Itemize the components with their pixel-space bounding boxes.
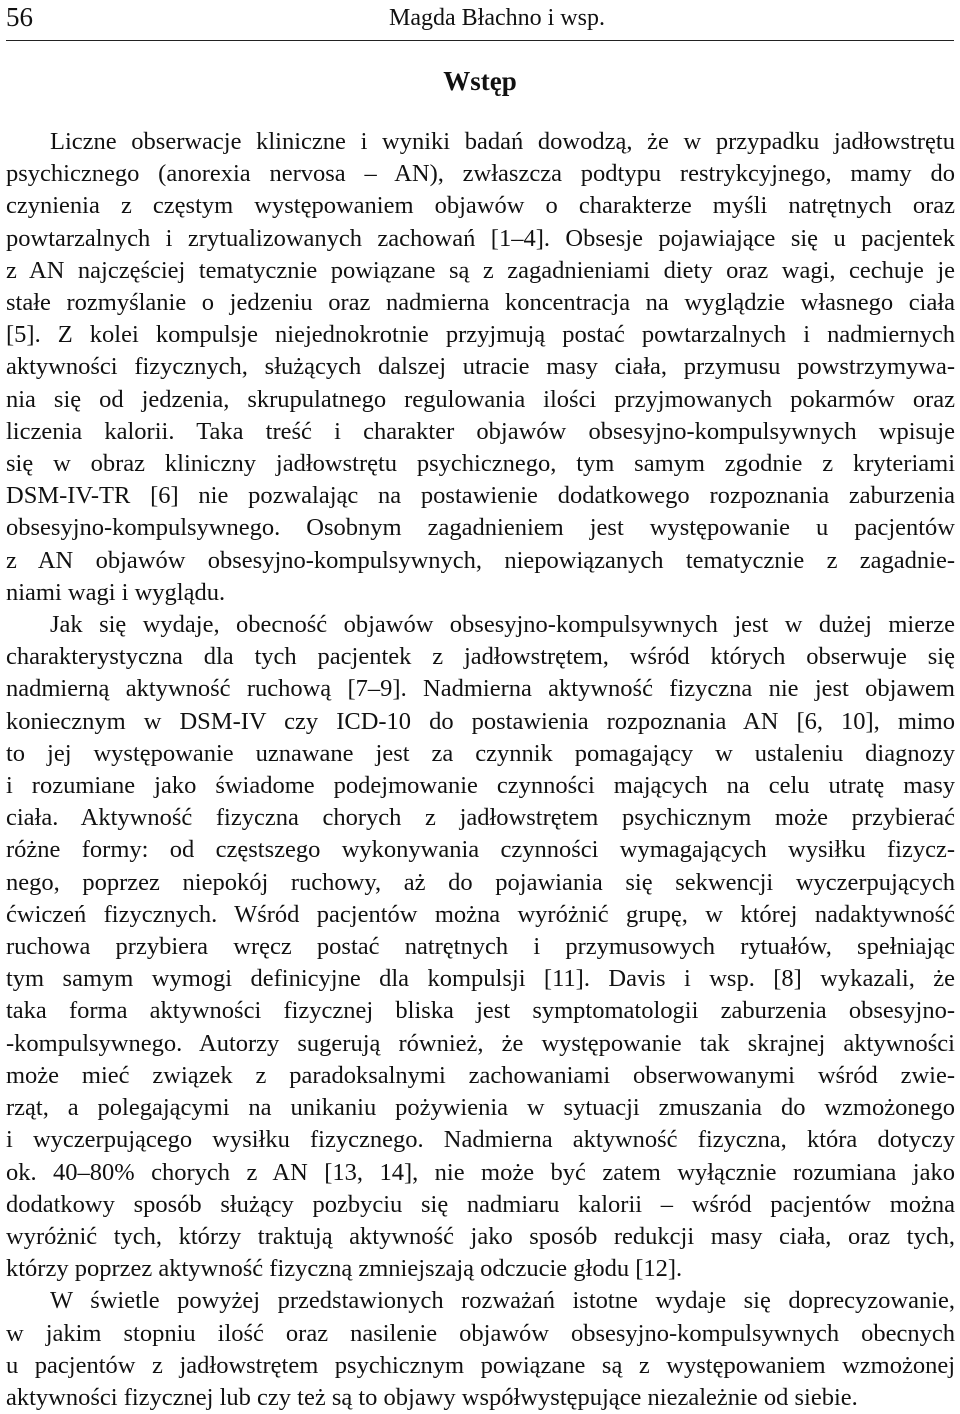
text-line: liczenia kalorii. Taka treść i charakter objawów obsesyjno-kompulsywnych wpisuje <box>6 417 955 445</box>
text-line: z AN objawów obsesyjno-kompulsywnych, niepowiązanych tematycznie z zagadnie- <box>6 546 955 574</box>
section-title: Wstęp <box>443 66 517 96</box>
text-line: -kompulsywnego. Autorzy sugerują również, że występowanie tak skrajnej aktywności <box>6 1029 955 1057</box>
text-line: wyróżnić tych, którzy traktują aktywność jako sposób redukcji masy ciała, oraz tych, <box>6 1222 955 1250</box>
text-line: W świetle powyżej przedstawionych rozważań istotne wydaje się doprecyzowanie, <box>50 1287 955 1315</box>
paragraph-1 <box>6 126 955 609</box>
text-line: nego, poprzez niepokój ruchowy, aż do pojawiania się sekwencji wyczerpujących <box>6 868 955 896</box>
header-rule <box>6 40 954 41</box>
text-line: Jak się wydaje, obecność objawów obsesyjno-kompulsywnych jest w dużej mierze <box>50 611 955 639</box>
text-line: obsesyjno-kompulsywnego. Osobnym zagadnieniem jest występowanie u pacjentów <box>6 514 955 542</box>
text-line: i rozumiane jako świadome podejmowanie czynności mających na celu utratę masy <box>6 772 955 800</box>
body-text <box>6 126 955 1414</box>
text-line: to jej występowanie uznawane jest za czynnik pomagający w ustaleniu diagnozy <box>6 739 955 767</box>
text-line: się w obraz kliniczny jadłowstrętu psychicznego, tym samym zgodnie z kryteriami <box>6 450 955 478</box>
text-line: DSM-IV-TR [6] nie pozwalając na postawienie dodatkowego rozpoznania zaburzenia <box>6 482 955 510</box>
text-line: u pacjentów z jadłowstrętem psychicznym powiązane są z występowaniem wzmożonej <box>6 1351 955 1379</box>
text-line: powtarzalnych i zrytualizowanych zachowań [1–4]. Obsesje pojawiające się u pacjentek <box>6 224 955 252</box>
text-line: charakterystyczna dla tych pacjentek z jadłowstrętem, wśród których obserwuje się <box>6 643 955 671</box>
page-number: 56 <box>6 2 33 32</box>
text-line: dodatkowy sposób służący pozbyciu się nadmiaru kalorii – wśród pacjentów można <box>6 1190 955 1218</box>
text-line: w jakim stopniu ilość oraz nasilenie objawów obsesyjno-kompulsywnych obecnych <box>6 1319 955 1347</box>
text-line: czynienia z częstym występowaniem objawów o charakterze myśli natrętnych oraz <box>6 192 955 220</box>
running-head: Magda Błachno i wsp. <box>389 5 605 31</box>
text-line: nia się od jedzenia, skrupulatnego regulowania ilości przyjmowanych pokarmów oraz <box>6 385 955 413</box>
paragraph-3 <box>6 1285 955 1414</box>
text-line: taka forma aktywności fizycznej bliska jest symptomatologii zaburzenia obsesyjno- <box>6 997 955 1025</box>
text-line: ćwiczeń fizycznych. Wśród pacjentów można wyróżnić grupę, w której nadaktywność <box>6 900 955 928</box>
text-line: rząt, a polegającymi na unikaniu pożywienia w sytuacji zmuszania do wzmożonego <box>6 1094 955 1122</box>
text-line: którzy poprzez aktywność fizyczną zmniejszają odczucie głodu [12]. <box>6 1255 683 1283</box>
text-line: ok. 40–80% chorych z AN [13, 14], nie może być zatem wyłącznie rozumiana jako <box>6 1158 955 1186</box>
text-line: i wyczerpującego wysiłku fizycznego. Nadmierna aktywność fizyczna, która dotyczy <box>6 1126 955 1154</box>
text-line: może mieć związek z paradoksalnymi zachowaniami obserwowanymi wśród zwie- <box>6 1061 955 1089</box>
text-line: tym samym wymogi definicyjne dla kompulsji [11]. Davis i wsp. [8] wykazali, że <box>6 965 955 993</box>
paragraph-2 <box>6 609 955 1285</box>
page-header <box>6 0 954 42</box>
text-line: ciała. Aktywność fizyczna chorych z jadłowstrętem psychicznym może przybierać <box>6 804 955 832</box>
text-line: różne formy: od częstszego wykonywania czynności wymagających wysiłku fizycz- <box>6 836 955 864</box>
text-line: koniecznym w DSM-IV czy ICD-10 do postawienia rozpoznania AN [6, 10], mimo <box>6 707 955 735</box>
text-line: aktywności fizycznej lub czy też są to objawy współwystępujące niezależnie od siebie. <box>6 1383 858 1411</box>
text-line: [5]. Z kolei kompulsje niejednokrotnie przyjmują postać powtarzalnych i nadmiernych <box>6 321 955 349</box>
text-line: aktywności fizycznych, służących dalszej utracie masy ciała, przymusu powstrzymywa- <box>6 353 955 381</box>
text-line: stałe rozmyślanie o jedzeniu oraz nadmierna koncentracja na wyglądzie własnego ciała <box>6 289 955 317</box>
text-line: psychicznego (anorexia nervosa – AN), zwłaszcza podtypu restrykcyjnego, mamy do <box>6 160 955 188</box>
text-line: z AN najczęściej tematycznie powiązane są z zagadnieniami diety oraz wagi, cechuje je <box>6 256 955 284</box>
text-line: Liczne obserwacje kliniczne i wyniki badań dowodzą, że w przypadku jadłowstrętu <box>50 128 955 155</box>
text-line: niami wagi i wyglądu. <box>6 578 226 606</box>
text-line: nadmierną aktywność ruchową [7–9]. Nadmierna aktywność fizyczna nie jest objawem <box>6 675 955 703</box>
text-line: ruchowa przybiera wręcz postać natrętnych i przymusowych rytuałów, spełniając <box>6 933 955 961</box>
